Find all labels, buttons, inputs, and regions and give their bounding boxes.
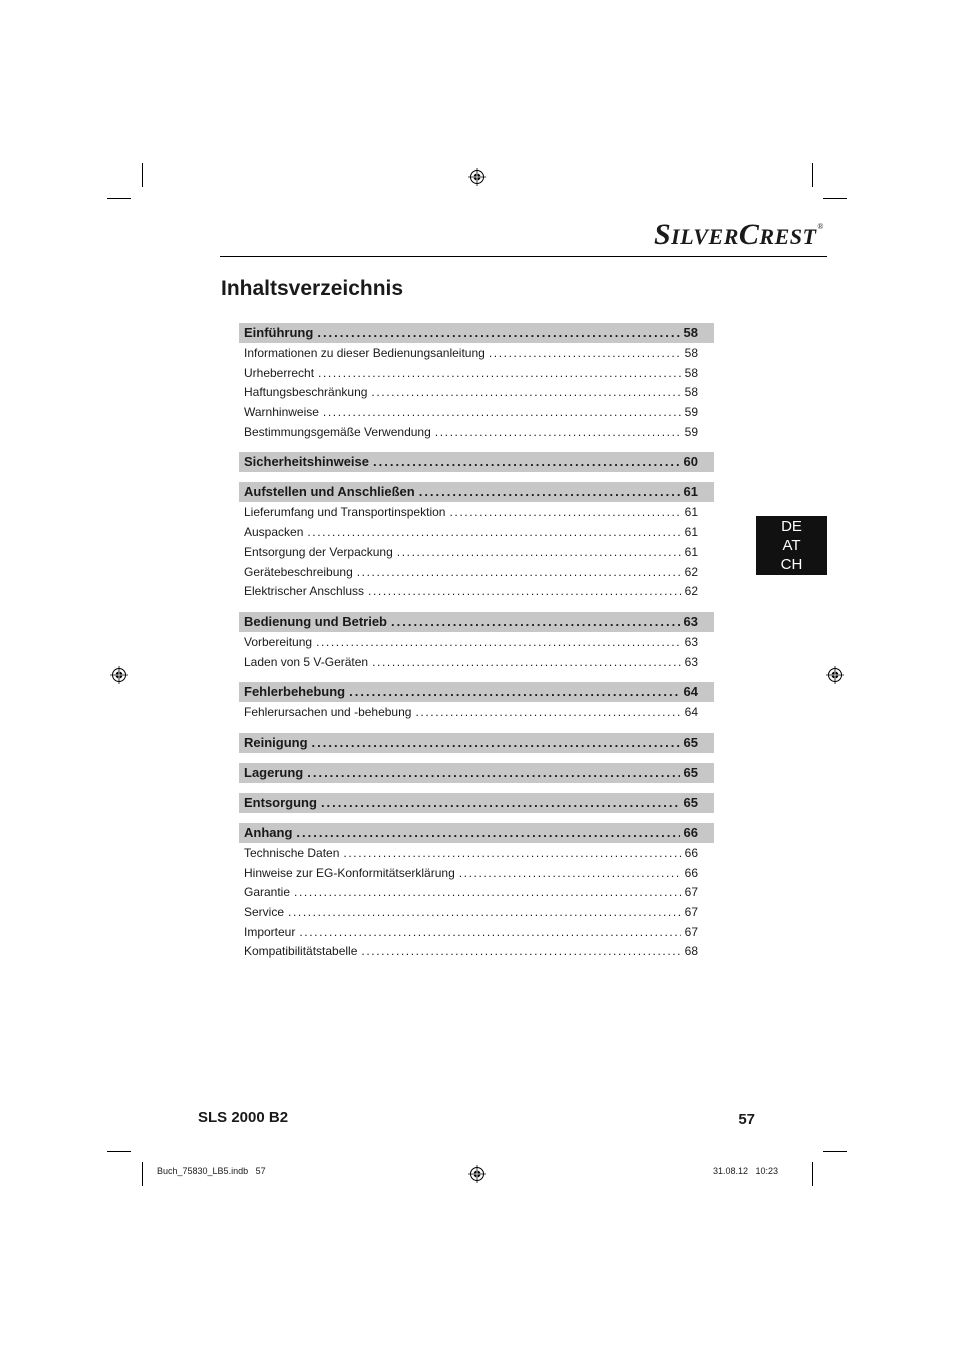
toc-heading-label: Aufstellen und Anschließen (244, 484, 415, 500)
toc-entry-page: 62 (684, 584, 698, 599)
crop-mark (823, 1151, 847, 1152)
toc-section (239, 612, 714, 672)
toc-entry[interactable] (239, 364, 714, 384)
toc-heading-label: Einführung (244, 325, 314, 340)
toc-entries (239, 343, 714, 442)
toc-entry-page: 67 (684, 905, 698, 919)
toc-entry-label: Warnhinweise (244, 405, 319, 420)
toc-entry-page: 63 (684, 654, 698, 669)
dot-leader (372, 653, 681, 673)
brand-logo-part: C (738, 218, 760, 251)
toc-entry-label: Informationen zu dieser Bedienungsanleitung (244, 346, 485, 360)
toc-entry[interactable] (239, 923, 714, 943)
header-rule (220, 256, 827, 257)
toc-heading-page: 65 (683, 794, 698, 810)
toc-entry[interactable] (239, 403, 714, 423)
toc-entry[interactable] (239, 563, 714, 583)
dot-leader (373, 452, 680, 472)
toc-entry-label: Fehlerursachen und -behebung (244, 705, 412, 720)
dot-leader (323, 403, 681, 423)
toc-heading-label: Anhang (244, 824, 293, 840)
toc-entry[interactable] (239, 423, 714, 443)
toc-heading-page: 61 (683, 484, 698, 500)
toc-section (239, 452, 714, 472)
brand-logo-part: REST (759, 224, 817, 249)
registered-mark: ® (817, 222, 824, 231)
toc-entry[interactable] (239, 883, 714, 903)
language-tab (756, 516, 827, 575)
toc-section-heading[interactable] (239, 793, 714, 813)
toc-entry-label: Vorbereitung (244, 634, 313, 649)
toc-section (239, 733, 714, 753)
toc-entry-page: 61 (684, 505, 698, 520)
toc-entry-page: 58 (684, 346, 698, 360)
crop-mark (812, 1162, 813, 1186)
dot-leader (415, 703, 680, 723)
dot-leader (357, 563, 681, 583)
dot-leader (391, 612, 680, 632)
language-code: DE (781, 518, 802, 535)
page-title: Inhaltsverzeichnis (221, 277, 404, 300)
toc-heading-page: 65 (683, 764, 698, 780)
dot-leader (307, 523, 680, 543)
toc-heading-label: Bedienung und Betrieb (244, 613, 387, 629)
toc-section-heading[interactable] (239, 482, 714, 502)
toc-heading-label: Entsorgung (244, 794, 317, 810)
toc-entry[interactable] (239, 503, 714, 523)
crop-mark (107, 1151, 131, 1152)
registration-mark-icon (110, 666, 128, 684)
toc-entry-label: Lieferumfang und Transportinspektion (244, 505, 446, 520)
toc-section (239, 682, 714, 723)
dot-leader (288, 903, 681, 923)
toc-entry[interactable] (239, 903, 714, 923)
brand-logo-part: S (653, 218, 672, 251)
toc-entry-page: 67 (684, 924, 698, 939)
toc-heading-label: Sicherheitshinweise (244, 454, 369, 470)
toc-entry-label: Importeur (244, 924, 296, 939)
toc-entry-label: Entsorgung der Verpackung (244, 544, 393, 559)
toc-section-heading[interactable] (239, 823, 714, 843)
toc-section (239, 793, 714, 813)
toc-section-heading[interactable] (239, 612, 714, 632)
toc-heading-page: 65 (683, 734, 698, 750)
toc-section (239, 482, 714, 601)
language-code: AT (782, 537, 801, 554)
toc-section-heading[interactable] (239, 452, 714, 472)
registration-mark-icon (468, 168, 486, 186)
toc-entries (239, 843, 714, 962)
toc-entry-page: 63 (684, 634, 698, 649)
toc-heading-page: 66 (683, 824, 698, 840)
toc-entry-page: 59 (684, 424, 698, 439)
toc-entry-page: 68 (684, 944, 698, 959)
dot-leader (449, 503, 680, 523)
dot-leader (397, 543, 681, 563)
toc-section-heading[interactable] (239, 682, 714, 702)
toc-entry-label: Elektrischer Anschluss (244, 584, 365, 599)
toc-entry-label: Urheberrecht (244, 365, 315, 380)
print-slug-file: Buch_75830_LB5.indb 57 (157, 1166, 266, 1176)
toc-heading-page: 60 (683, 454, 698, 470)
table-of-contents (239, 323, 714, 962)
footer-page-number: 57 (738, 1111, 755, 1128)
toc-entry-label: Gerätebeschreibung (244, 564, 353, 579)
dot-leader (459, 864, 681, 884)
toc-entry-label: Hinweise zur EG-Konformitätserklärung (244, 865, 455, 880)
dot-leader (435, 423, 681, 443)
toc-entry-page: 59 (684, 405, 698, 420)
crop-mark (142, 1162, 143, 1186)
dot-leader (343, 844, 680, 864)
toc-entry[interactable] (239, 633, 714, 653)
toc-entry[interactable] (239, 864, 714, 884)
toc-entry[interactable] (239, 523, 714, 543)
toc-heading-page: 63 (683, 613, 698, 629)
toc-entry-page: 66 (684, 845, 698, 860)
registration-mark-icon (826, 666, 844, 684)
toc-entry[interactable] (239, 703, 714, 723)
dot-leader (371, 383, 680, 403)
dot-leader (368, 582, 681, 602)
toc-heading-label: Fehlerbehebung (244, 684, 346, 700)
dot-leader (489, 344, 681, 364)
toc-entry[interactable] (239, 942, 714, 962)
crop-mark (107, 198, 131, 199)
toc-entry-label: Garantie (244, 885, 291, 900)
dot-leader (419, 482, 680, 502)
dot-leader (312, 733, 680, 753)
dot-leader (299, 923, 680, 943)
footer-model: SLS 2000 B2 (198, 1109, 289, 1126)
toc-entry-page: 58 (684, 385, 698, 400)
toc-entry-page: 58 (684, 365, 698, 380)
toc-heading-label: Reinigung (244, 734, 308, 750)
toc-entry-page: 64 (684, 705, 698, 720)
toc-section-heading[interactable] (239, 323, 714, 343)
toc-section (239, 323, 714, 442)
crop-mark (142, 163, 143, 187)
toc-entry-label: Service (244, 905, 285, 919)
print-slug-datetime: 31.08.12 10:23 (712, 1166, 778, 1176)
toc-entry[interactable] (239, 383, 714, 403)
toc-entry-label: Kompatibilitätstabelle (244, 944, 358, 959)
toc-heading-label: Lagerung (244, 764, 304, 780)
dot-leader (307, 763, 679, 783)
dot-leader (317, 323, 679, 343)
toc-section-heading[interactable] (239, 733, 714, 753)
dot-leader (361, 942, 680, 962)
toc-entry[interactable] (239, 653, 714, 673)
toc-entries (239, 632, 714, 672)
dot-leader (294, 883, 681, 903)
toc-entry-page: 67 (684, 885, 698, 900)
toc-entry-label: Laden von 5 V-Geräten (244, 654, 369, 669)
toc-section (239, 763, 714, 783)
toc-entry-page: 62 (684, 564, 698, 579)
toc-entries (239, 502, 714, 601)
registration-mark-icon (468, 1165, 486, 1183)
toc-entry-page: 61 (684, 525, 698, 540)
toc-heading-page: 64 (683, 684, 698, 700)
toc-entry[interactable] (239, 344, 714, 364)
dot-leader (316, 633, 681, 653)
crop-mark (823, 198, 847, 199)
toc-heading-page: 58 (683, 325, 698, 340)
dot-leader (296, 823, 679, 843)
brand-logo (654, 218, 824, 252)
toc-entry-page: 66 (684, 865, 698, 880)
toc-entry[interactable] (239, 844, 714, 864)
toc-section (239, 823, 714, 962)
toc-entry-label: Haftungsbeschränkung (244, 385, 368, 400)
toc-entry-page: 61 (684, 544, 698, 559)
dot-leader (321, 793, 680, 813)
dot-leader (349, 682, 679, 702)
toc-section-heading[interactable] (239, 763, 714, 783)
language-code: CH (780, 556, 803, 573)
toc-entry[interactable] (239, 543, 714, 563)
toc-entry-label: Technische Daten (244, 845, 340, 860)
brand-logo-part: ILVER (671, 224, 739, 249)
crop-mark (812, 163, 813, 187)
toc-entry-label: Auspacken (244, 525, 304, 540)
toc-entry-label: Bestimmungsgemäße Verwendung (244, 424, 431, 439)
dot-leader (318, 364, 681, 384)
toc-entry[interactable] (239, 582, 714, 602)
toc-entries (239, 702, 714, 723)
